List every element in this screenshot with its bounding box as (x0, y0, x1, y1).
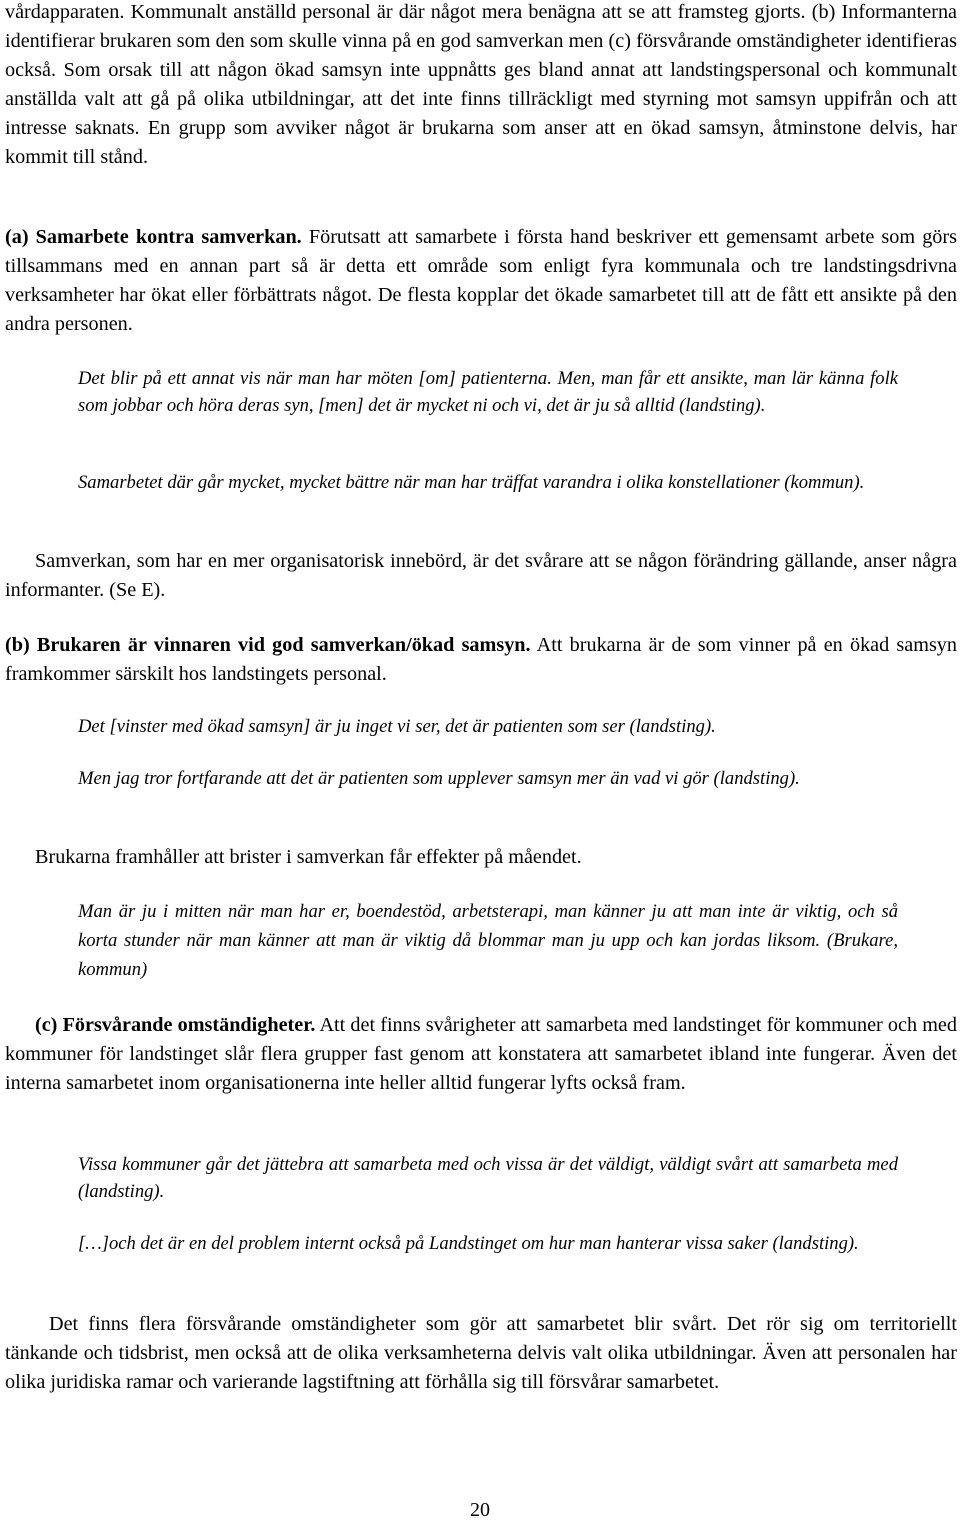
paragraph-intro: vårdapparaten. Kommunalt anställd personal är där något mera benägna att se att framsteg gjorts. (b) Informanterna identifierar brukaren som den som skulle vinna på en god samverkan men (c) försvårande omständigheter identifieras också. Som orsak till att någon ökad samsyn inte uppnåtts ges bland annat att landstingspersonal och kommunalt anställda valt att gå på olika utbildningar, att det inte finns tillräckligt med styrning mot samsyn uppifrån och att intresse saknats. En grupp som avviker något är brukarna som anser att en ökad samsyn, åtminstone delvis, har kommit till stånd. (5, 1, 957, 169)
paragraph-forsvarande (5, 1011, 957, 1098)
paragraph-brukaren (5, 631, 957, 689)
quote-5: Man är ju i mitten när man har er, boendestöd, arbetsterapi, man känner ju att man inte är viktig, och så korta stunder när man känner att man är viktig då blommar man ju upp och kan jordas liksom. (Brukare, kommun) (78, 901, 898, 980)
section-heading-b: (b) Brukaren är vinnaren vid god samverkan/ökad samsyn. (5, 634, 531, 656)
paragraph-brukarna: Brukarna framhåller att brister i samverkan får effekter på måendet. (35, 846, 582, 868)
quote-1: Det blir på ett annat vis när man har möten [om] patienterna. Men, man får ett ansikte, man lär känna folk som jobbar och höra deras syn, [men] det är mycket ni och vi, det är ju så alltid (landsting). (78, 368, 898, 416)
paragraph-samarbete (5, 223, 957, 339)
quote-2: Samarbetet där går mycket, mycket bättre när man har träffat varandra i olika konstellationer (kommun). (78, 472, 865, 493)
quote-4: Men jag tror fortfarande att det är patienten som upplever samsyn mer än vad vi gör (landsting). (78, 768, 800, 789)
quote-3: Det [vinster med ökad samsyn] är ju inget vi ser, det är patienten som ser (landsting). (78, 716, 716, 737)
paragraph-samverkan: Samverkan, som har en mer organisatorisk innebörd, är det svårare att se någon förändring gällande, anser några informanter. (Se E). (5, 550, 957, 602)
paragraph-forsvarande-body: Att det finns svårigheter att samarbeta med landstinget för kommuner och med kommuner för landstinget slår flera grupper fast genom att konstatera att samarbetet ibland inte fungerar. Även det interna samarbetet inom organisationerna inte heller alltid fungerar lyfts också fram. (5, 1014, 957, 1095)
quote-6: Vissa kommuner går det jättebra att samarbeta med och vissa är det väldigt, väldigt svårt att samarbeta med (landsting). (78, 1154, 898, 1202)
paragraph-closing: Det finns flera försvårande omständigheter som gör att samarbetet blir svårt. Det rör sig om territoriellt tänkande och tidsbrist, men också att de olika verksamheterna delvis valt olika utbildningar. Även att personalen har olika juridiska ramar och varierande lagstiftning att förhålla sig till försvårar samarbetet. (5, 1313, 957, 1394)
quote-7: […]och det är en del problem internt också på Landstinget om hur man hanterar vissa saker (landsting). (78, 1233, 859, 1254)
paragraph-samarbete-body: Förutsatt att samarbete i första hand beskriver ett gemensamt arbete som görs tillsammans med en annan part så är detta ett område som enligt fyra kommunala och tre landstingsdrivna verksamheter har ökat eller förbättrats något. De flesta kopplar det ökade samarbetet till att de fått ett ansikte på den andra personen. (5, 226, 957, 336)
section-heading-a: (a) Samarbete kontra samverkan. (5, 226, 302, 248)
section-heading-c: (c) Försvårande omständigheter. (35, 1014, 316, 1036)
paragraph-brukaren-body: Att brukarna är de som vinner på en ökad samsyn framkommer särskilt hos landstingets personal. (5, 634, 957, 686)
page-number: 20 (470, 1499, 490, 1521)
